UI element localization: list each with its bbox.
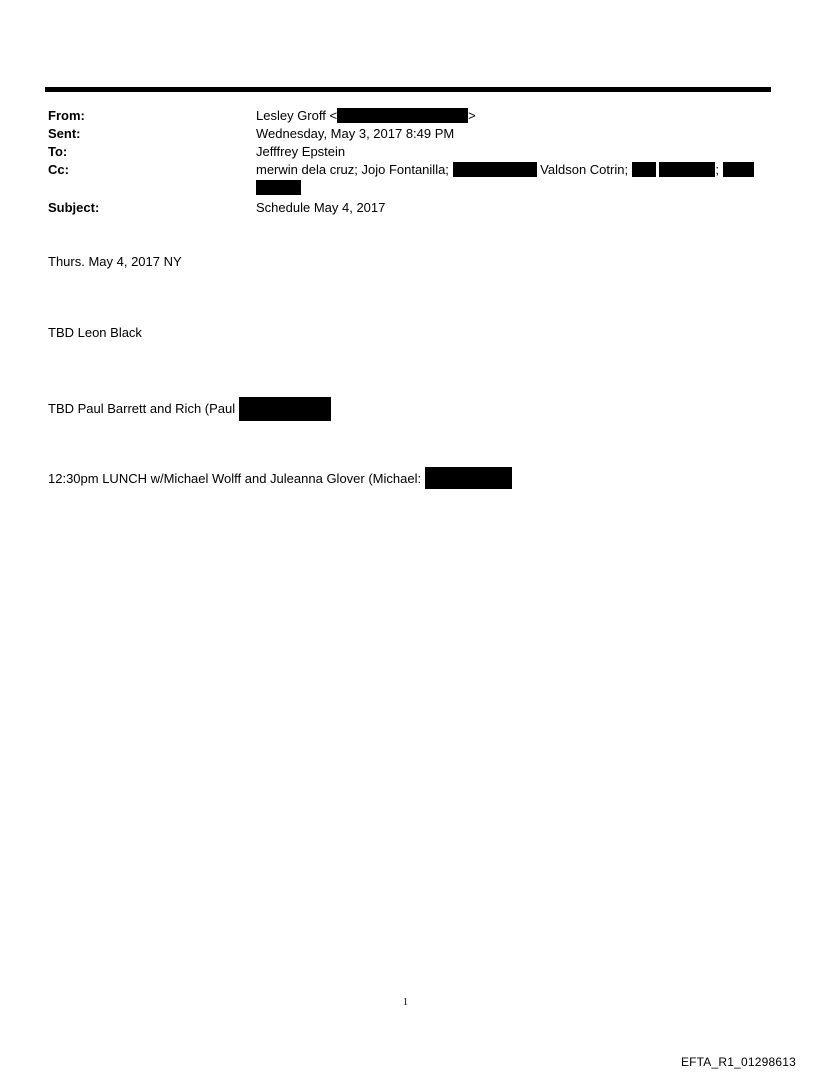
cc-part1: merwin dela cruz; Jojo Fontanilla;: [256, 162, 449, 177]
redaction-box: [723, 162, 754, 177]
redaction-box: [239, 397, 331, 421]
redaction-box: [453, 162, 537, 177]
redaction-box: [632, 162, 656, 177]
redaction-box: [256, 180, 301, 195]
cc-separator: ;: [715, 162, 719, 177]
from-close: >: [468, 108, 476, 123]
to-label: To:: [48, 144, 68, 159]
body-line-lunch-text: 12:30pm LUNCH w/Michael Wolff and Juleanna Glover (Michael:: [48, 471, 422, 486]
header-rule: [45, 87, 771, 92]
body-line-lunch: [48, 467, 512, 489]
sent-value: Wednesday, May 3, 2017 8:49 PM: [256, 126, 455, 141]
from-label: From:: [48, 108, 85, 123]
document-id: EFTA_R1_01298613: [680, 1055, 796, 1069]
cc-label: Cc:: [48, 162, 69, 177]
to-value: Jefffrey Epstein: [256, 144, 346, 159]
from-value: [256, 108, 476, 124]
page-number: 1: [403, 997, 408, 1008]
from-name: Lesley Groff <: [256, 108, 338, 123]
cc-value: [256, 162, 754, 178]
subject-value: Schedule May 4, 2017: [256, 200, 386, 215]
redaction-box: [337, 108, 468, 123]
body-line-paul-barrett: [48, 397, 331, 421]
body-line-paul-barrett-text: TBD Paul Barrett and Rich (Paul: [48, 401, 236, 416]
redaction-box: [659, 162, 715, 177]
cc-part2: Valdson Cotrin;: [540, 162, 629, 177]
body-line-date: Thurs. May 4, 2017 NY: [48, 254, 182, 269]
body-line-leon-black: TBD Leon Black: [48, 325, 142, 340]
sent-label: Sent:: [48, 126, 81, 141]
redaction-box: [425, 467, 512, 489]
subject-label: Subject:: [48, 200, 100, 215]
